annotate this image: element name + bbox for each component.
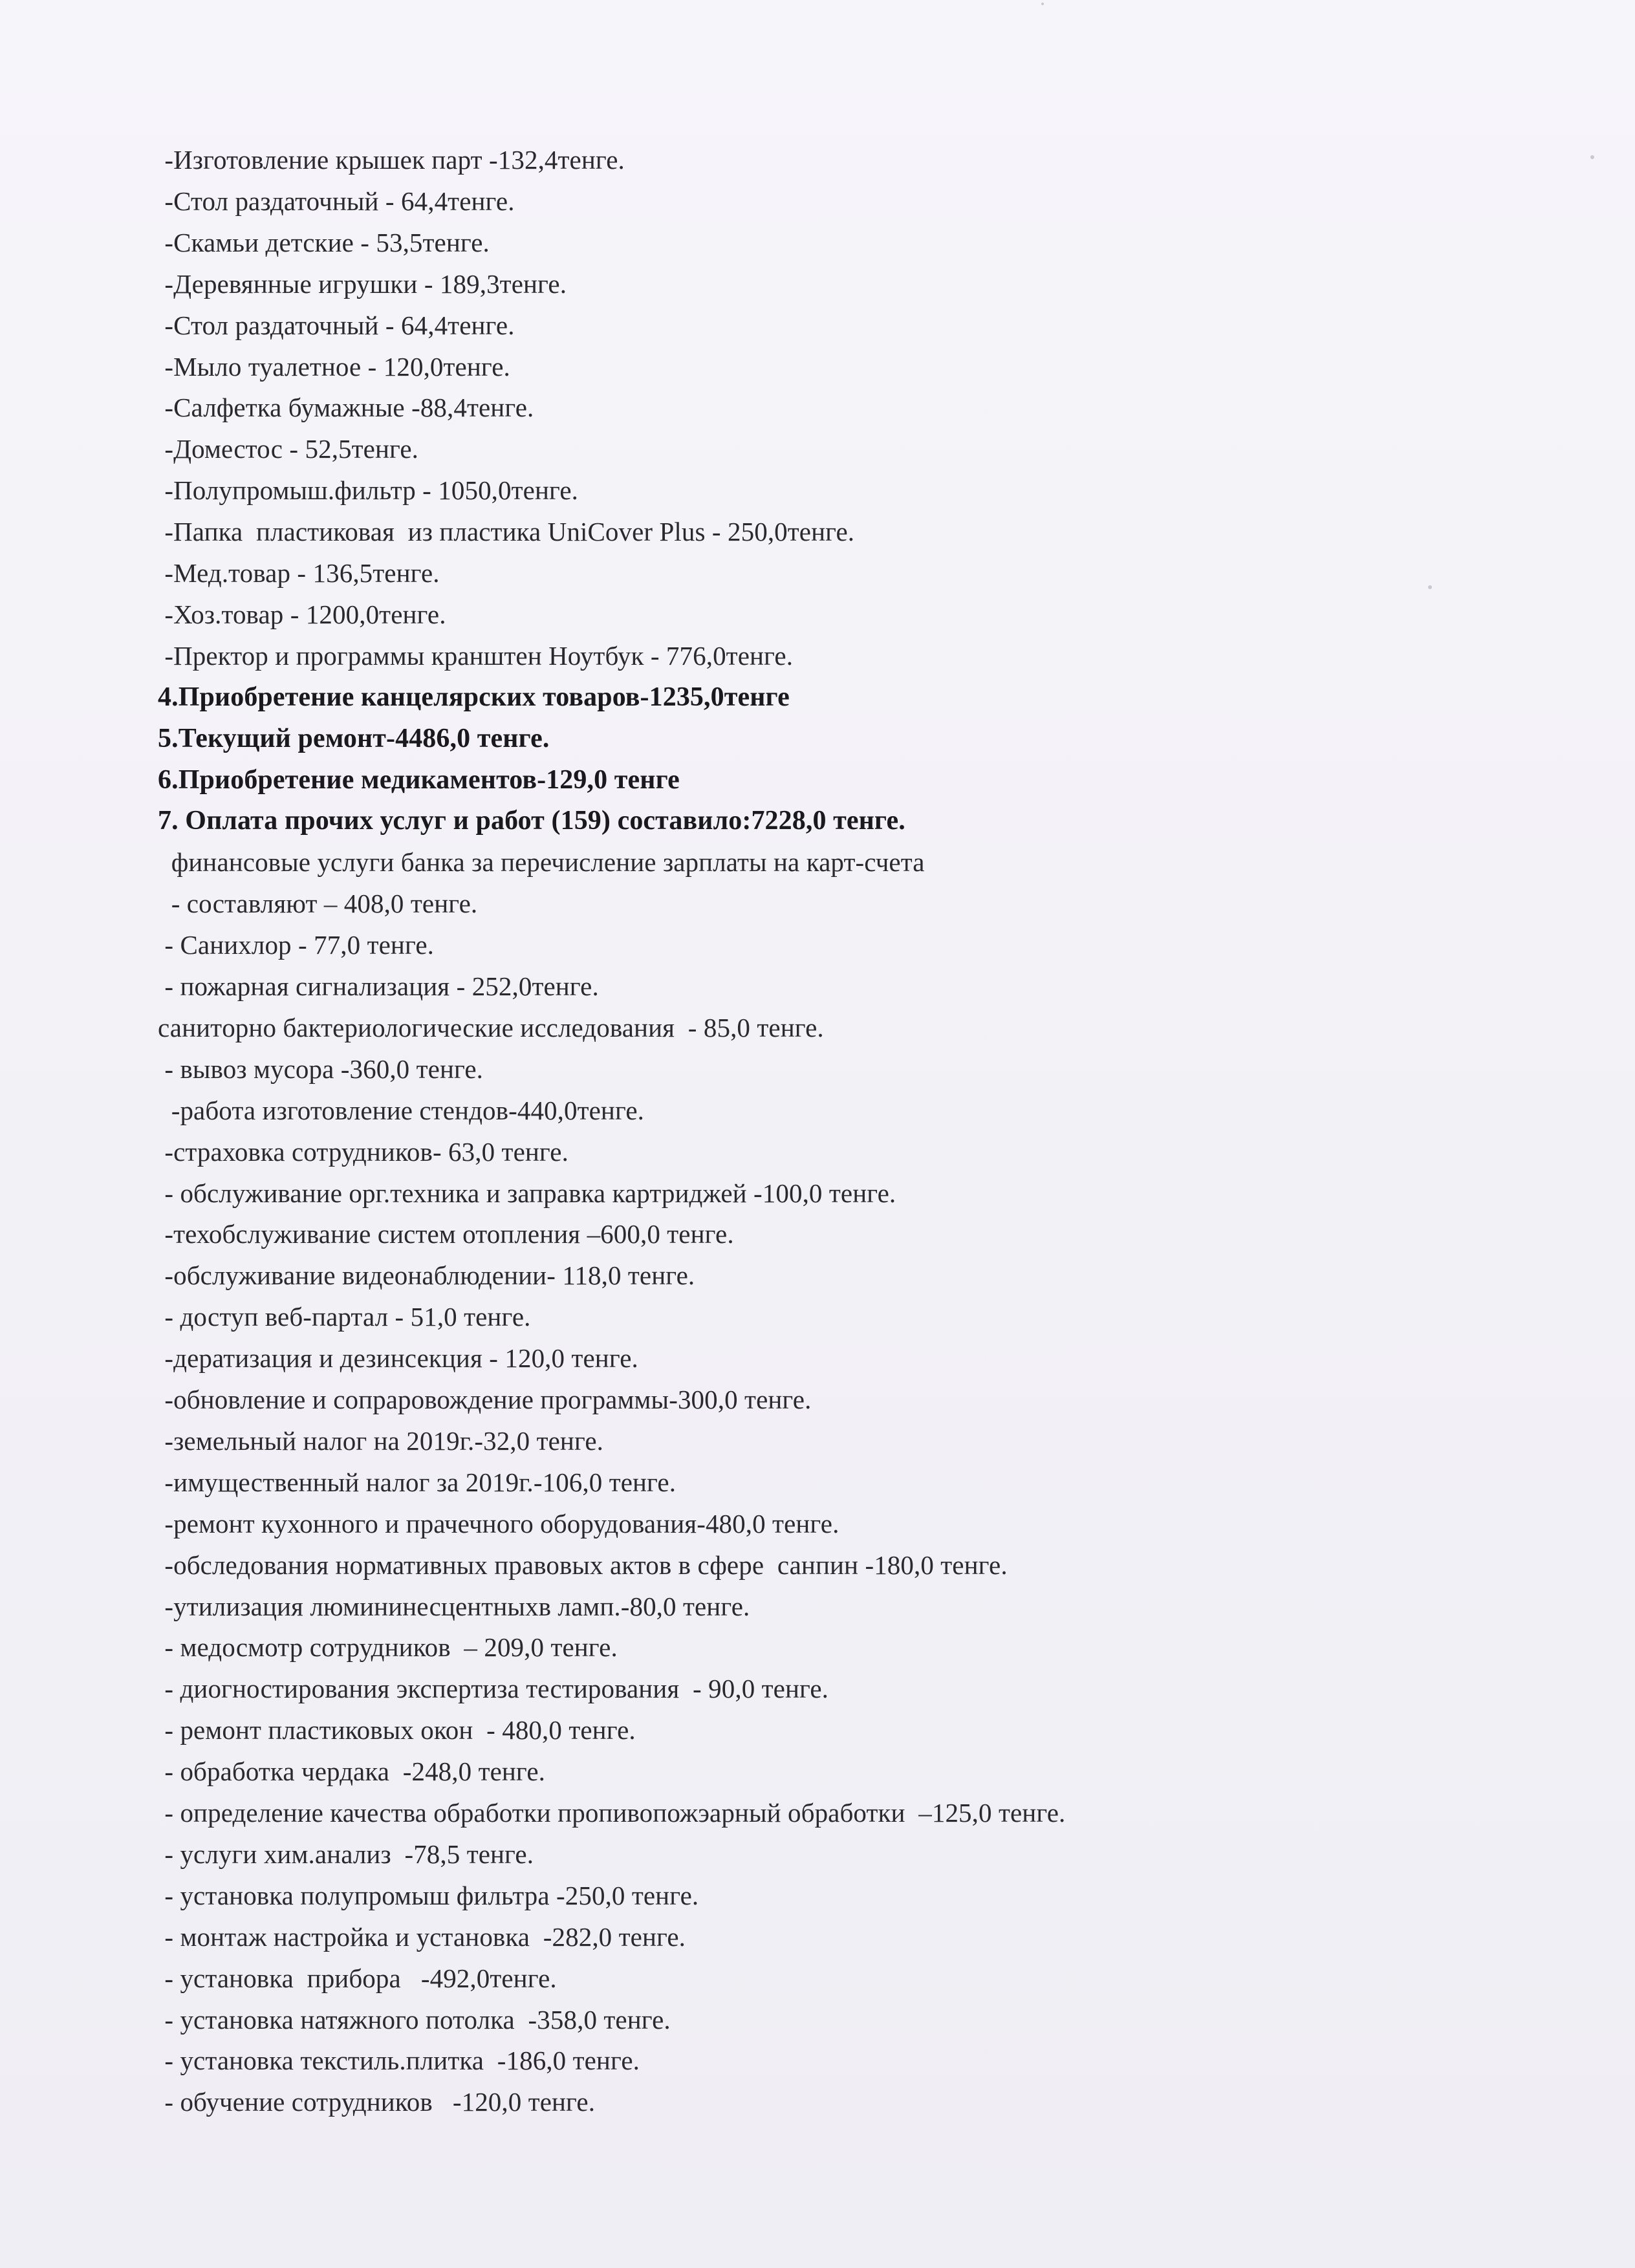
list-item: -обслуживание видеонаблюдении- 118,0 тенге. [158, 1260, 695, 1290]
list-item: -Мед.товар - 136,5тенге. [158, 558, 440, 588]
list-item: - определение качества обработки пропивопожэарный обработки –125,0 тенге. [158, 1798, 1066, 1828]
list-item: - установка полупромыш фильтра -250,0 тенге. [158, 1881, 699, 1910]
list-item: - вывоз мусора -360,0 тенге. [158, 1054, 484, 1084]
list-item: - установка текстиль.плитка -186,0 тенге. [158, 2046, 640, 2075]
list-item: - ремонт пластиковых окон - 480,0 тенге. [158, 1715, 636, 1745]
list-item: -техобслуживание систем отопления –600,0 тенге. [158, 1219, 734, 1249]
list-item: -Изготовление крышек парт -132,4тенге. [158, 145, 625, 175]
section-heading: 6.Приобретение медикаментов-129,0 тенге [158, 765, 680, 795]
list-item: -Полупромыш.фильтр - 1050,0тенге. [158, 475, 579, 505]
scan-speck [1428, 585, 1432, 589]
list-item: -Хоз.товар - 1200,0тенге. [158, 599, 446, 629]
list-item: -страховка сотрудников- 63,0 тенге. [158, 1137, 568, 1167]
list-item: - обучение сотрудников -120,0 тенге. [158, 2087, 596, 2117]
list-item: -Доместос - 52,5тенге. [158, 434, 419, 464]
list-item: -Салфетка бумажные -88,4тенге. [158, 393, 534, 422]
list-item: - Санихлор - 77,0 тенге. [158, 930, 434, 960]
list-item: - услуги хим.анализ -78,5 тенге. [158, 1839, 534, 1869]
list-item: - доступ веб-партал - 51,0 тенге. [158, 1302, 531, 1332]
list-item: финансовые услуги банка за перечисление зарплаты на карт-счета [158, 847, 925, 877]
list-item: -Стол раздаточный - 64,4тенге. [158, 310, 515, 340]
scan-speck [1590, 155, 1594, 159]
list-item: -дератизация и дезинсекция - 120,0 тенге. [158, 1343, 638, 1373]
scan-speck [1041, 3, 1044, 5]
list-item: -ремонт кухонного и прачечного оборудования-480,0 тенге. [158, 1509, 839, 1539]
list-item: -работа изготовление стендов-440,0тенге. [158, 1096, 644, 1125]
list-item: -Скамьи детские - 53,5тенге. [158, 228, 490, 257]
list-item: - составляют – 408,0 тенге. [158, 889, 478, 918]
list-item: -Пректор и программы кранштен Ноутбук - 776,0тенге. [158, 641, 794, 671]
list-item: - обработка чердака -248,0 тенге. [158, 1756, 545, 1786]
list-item: -обследования нормативных правовых актов в сфере санпин -180,0 тенге. [158, 1550, 1008, 1580]
list-item: -земельный налог на 2019г.-32,0 тенге. [158, 1426, 603, 1456]
list-item: -Папка пластиковая из пластика UniCover Plus - 250,0тенге. [158, 517, 855, 546]
list-item: санитoрно бактериологические исследования - 85,0 тенге. [158, 1013, 824, 1042]
list-item: -имущественный налог за 2019г.-106,0 тенге. [158, 1467, 677, 1497]
list-item: -утилизация люмининесцентныхв ламп.-80,0 тенге. [158, 1592, 750, 1621]
section-heading: 5.Текущий ремонт-4486,0 тенге. [158, 724, 550, 753]
list-item: - пожарная сигнализация - 252,0тенге. [158, 971, 599, 1001]
list-item: -Стол раздаточный - 64,4тенге. [158, 186, 515, 216]
section-heading: 7. Оплата прочих услуг и работ (159) составило:7228,0 тенге. [158, 806, 905, 836]
list-item: - установка натяжного потолка -358,0 тенге. [158, 2005, 671, 2035]
list-item: - обслуживание орг.техника и заправка картриджей -100,0 тенге. [158, 1178, 896, 1208]
list-item: -обновление и сопраровождение программы-300,0 тенге. [158, 1385, 812, 1414]
list-item: - диогностирования экспертиза тестирования - 90,0 тенге. [158, 1674, 829, 1703]
list-item: - монтаж настройка и установка -282,0 тенге. [158, 1922, 686, 1952]
list-item: - медосмотр сотрудников – 209,0 тенге. [158, 1632, 618, 1662]
list-item: - установка прибора -492,0тенге. [158, 1963, 557, 1993]
list-item: -Мыло туалетное - 120,0тенге. [158, 352, 510, 382]
section-heading: 4.Приобретение канцелярских товаров-1235,0тенге [158, 682, 790, 712]
list-item: -Деревянные игрушки - 189,3тенге. [158, 269, 567, 299]
